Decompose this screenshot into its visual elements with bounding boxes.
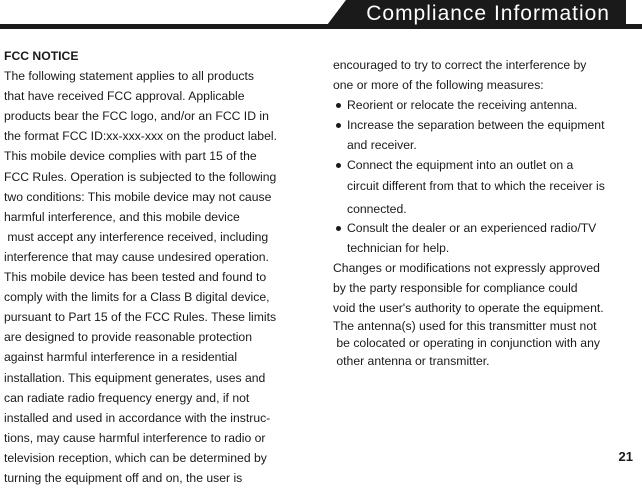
list-item-text: Connect the equipment into an outlet on a xyxy=(347,158,574,173)
list-item-text: Consult the dealer or an experienced radio/TV xyxy=(347,220,597,235)
text-line: FCC Rules. Operation is subjected to the following xyxy=(4,169,277,184)
bullet-icon xyxy=(336,226,341,231)
text-line: tions, may cause harmful interference to radio or xyxy=(4,430,266,445)
list-item-text: and receiver. xyxy=(347,138,417,153)
list-item xyxy=(333,115,633,135)
page-header xyxy=(0,0,642,29)
text-line: television reception, which can be determined by xyxy=(4,450,267,465)
text-line: other antenna or transmitter. xyxy=(333,353,490,368)
text-line: by the party responsible for compliance could xyxy=(333,280,578,295)
text-line: interference that may cause undesired operation. xyxy=(4,249,269,264)
list-item xyxy=(333,95,633,115)
list-item-text: Increase the separation between the equipment xyxy=(347,118,605,133)
text-line: void the user's authority to operate the equipment. xyxy=(333,301,604,316)
text-line: This mobile device complies with part 15 of the xyxy=(4,149,257,164)
list-item-text: connected. xyxy=(347,201,407,216)
list-item-text: circuit different from that to which the receiver is xyxy=(347,178,605,193)
list-item-text: Reorient or relocate the receiving antenna. xyxy=(347,98,578,113)
text-line: products bear the FCC logo, and/or an FCC ID in xyxy=(4,109,269,124)
text-line: two conditions: This mobile device may not cause xyxy=(4,189,272,204)
text-line: installed and used in accordance with the instruc- xyxy=(4,410,271,425)
text-line: one or more of the following measures: xyxy=(333,78,544,93)
text-line: are designed to provide reasonable protection xyxy=(4,330,252,345)
list-item xyxy=(333,155,633,175)
text-line: The antenna(s) used for this transmitter must not xyxy=(333,318,597,333)
page-number: 21 xyxy=(618,449,633,464)
left-column xyxy=(4,46,296,488)
text-line: must accept any interference received, including xyxy=(4,229,269,244)
text-line: against harmful interference in a residential xyxy=(4,350,238,365)
text-line: The following statement applies to all products xyxy=(4,69,254,84)
text-line: pursuant to Part 15 of the FCC Rules. These limits xyxy=(4,310,277,325)
text-line: comply with the limits for a Class B digital device, xyxy=(4,290,270,305)
text-line: be colocated or operating in conjunction with any xyxy=(333,336,600,351)
text-line: installation. This equipment generates, uses and xyxy=(4,370,266,385)
section-heading: FCC NOTICE xyxy=(4,49,79,63)
page-title: Compliance Information xyxy=(366,2,610,25)
text-line: that have received FCC approval. Applicable xyxy=(4,89,245,104)
text-line: the format FCC ID:xx-xxx-xxx on the product label. xyxy=(4,129,277,144)
text-line: can radiate radio frequency energy and, if not xyxy=(4,390,250,405)
text-line: This mobile device has been tested and found to xyxy=(4,270,267,285)
list-item-text: technician for help. xyxy=(347,240,450,255)
measures-list xyxy=(333,95,633,258)
text-line: turning the equipment off and on, the user is xyxy=(4,470,243,485)
text-line: harmful interference, and this mobile device xyxy=(4,209,240,224)
text-line: Changes or modifications not expressly approved xyxy=(333,260,600,275)
right-column xyxy=(333,55,633,368)
text-line: encouraged to try to correct the interference by xyxy=(333,58,587,72)
list-item xyxy=(333,218,633,238)
